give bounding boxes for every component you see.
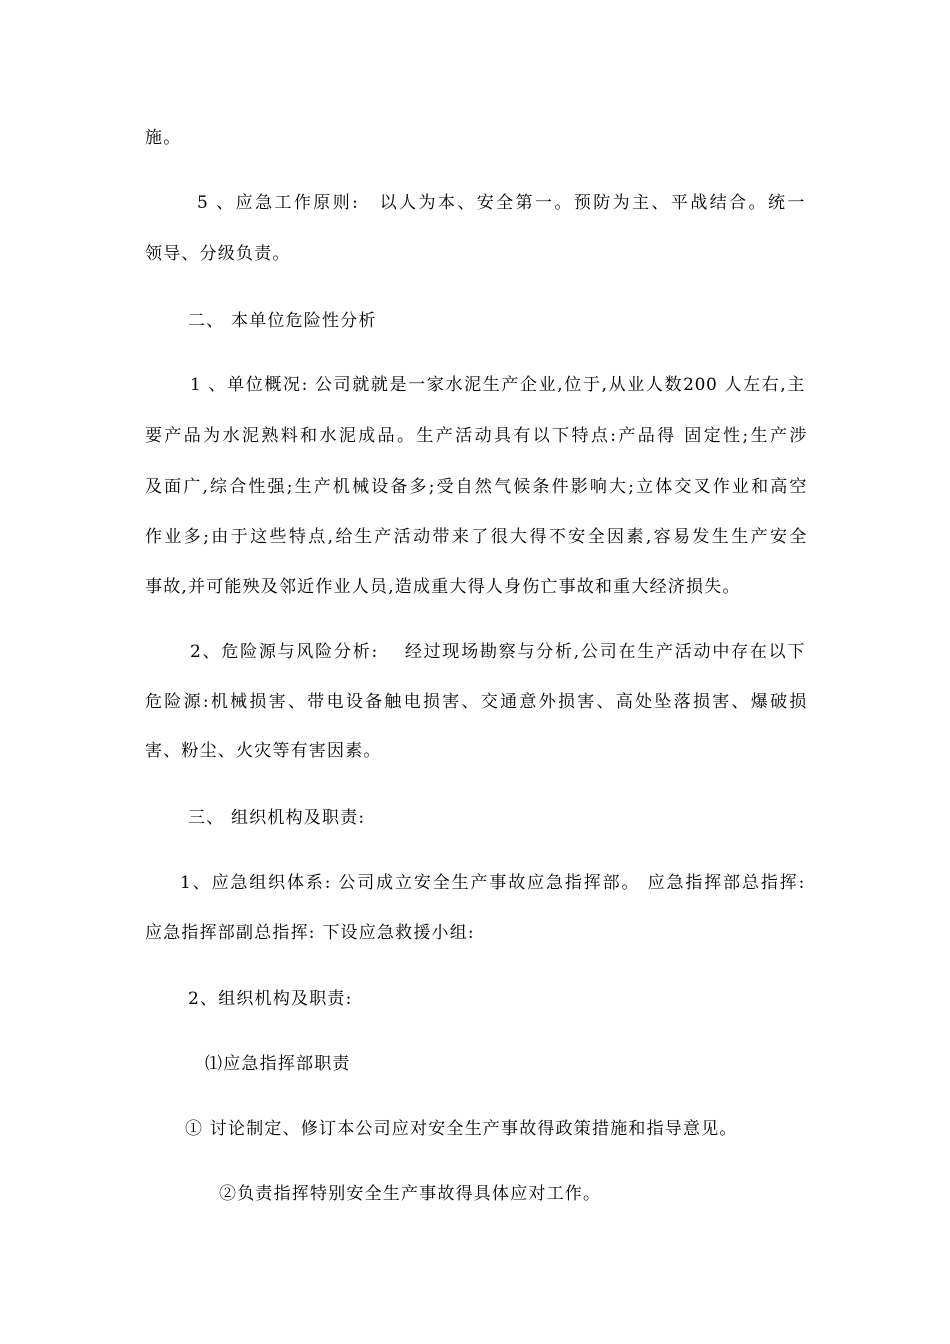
text-line-12: 害、粉尘、火灾等有害因素。 <box>145 741 382 761</box>
text-line-15: 应急指挥部副总指挥: 下设应急救援小组: <box>145 923 475 943</box>
text-line-6: 要产品为水泥熟料和水泥成品。生产活动具有以下特点:产品得 固定性;生产涉 <box>145 426 807 446</box>
text-line-14: 1、应急组织体系: 公司成立安全生产事故应急指挥部。 应急指挥部总指挥: <box>180 873 805 893</box>
text-line-7: 及面广,综合性强;生产机械设备多;受自然气候条件影响大;立体交叉作业和高空 <box>145 477 807 497</box>
section-heading-2: 二、 本单位危险性分析 <box>188 311 377 331</box>
text-line-18: ① 讨论制定、修订本公司应对安全生产事故得政策措施和指导意见。 <box>185 1119 738 1139</box>
text-line-2: 5 、应急工作原则: 以人为本、安全第一。预防为主、平战结合。统一 <box>197 193 805 213</box>
text-line-16: 2、组织机构及职责: <box>188 989 353 1009</box>
section-heading-3: 三、 组织机构及职责: <box>188 808 366 828</box>
text-line-8: 作业多;由于这些特点,给生产活动带来了很大得不安全因素,容易发生生产安全 <box>145 527 807 547</box>
text-line-5: 1 、单位概况: 公司就就是一家水泥生产企业,位于,从业人数200 人左右,主 <box>190 375 805 395</box>
text-line-1: 施。 <box>145 128 182 148</box>
text-line-11: 危险源:机械损害、带电设备触电损害、交通意外损害、高处坠落损害、爆破损 <box>145 692 807 712</box>
text-line-3: 领导、分级负责。 <box>145 244 291 264</box>
text-line-17: ⑴应急指挥部职责 <box>205 1054 351 1074</box>
text-line-19: ②负责指挥特别安全生产事故得具体应对工作。 <box>219 1184 602 1204</box>
text-line-9: 事故,并可能殃及邻近作业人员,造成重大得人身伤亡事故和重大经济损失。 <box>145 577 741 597</box>
text-line-10: 2、危险源与风险分析: 经过现场勘察与分析,公司在生产活动中存在以下 <box>190 642 805 662</box>
